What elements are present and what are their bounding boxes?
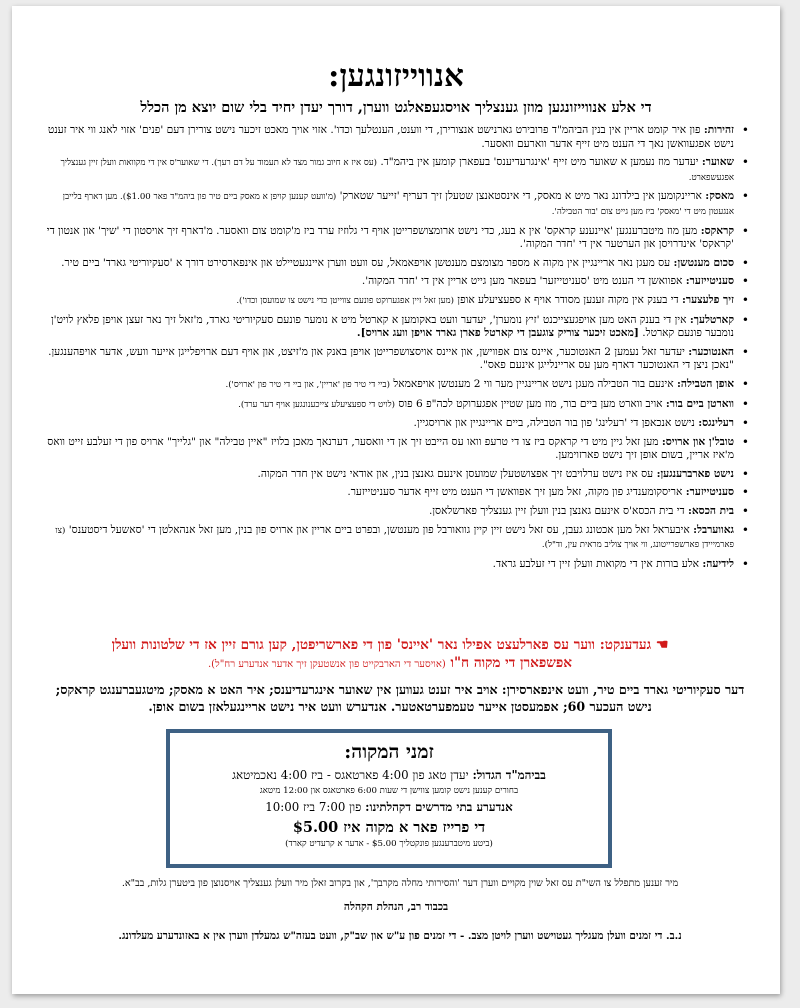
rule-item bbox=[38, 275, 750, 289]
rule-term: בית הכסא: bbox=[687, 505, 734, 518]
rule-text: אלע בורות אין די מקואות וועלן זיין די זעלבע גראד. bbox=[492, 557, 700, 570]
schedule-main-label: בביהמ"ד הגדול: bbox=[472, 768, 546, 782]
rule-term: נישט פארברענגען: bbox=[656, 467, 734, 480]
rule-text: אריינקומען אין בילדונג נאר מיט א מאסק, די אינסטאנצן שטעלן זיך דעריף 'זייער שטארק' bbox=[339, 190, 702, 203]
schedule-price: די פרייז פאר א מקוה איז $5.00 bbox=[292, 819, 486, 836]
rule-term: לידיעה: bbox=[702, 557, 734, 570]
rule-term: זהירות: bbox=[703, 124, 734, 136]
rule-term: האנטוכער: bbox=[688, 345, 734, 358]
notice-small-note: (אויסער די הארבקייט פון אנשטעקן זיך אדער אנדערע רח"ל). bbox=[207, 659, 446, 670]
prayer-note: מיר זענען מתפלל צו השי"ת עס זאל שוין מקויים ווערן דער 'והסירותי מחלה מקרבך', און בקרוב זאלן מיר וועלן גענצליך אויסנוצן פון ביטערן גלות, בב"א. bbox=[121, 878, 679, 889]
schedule-other-hours bbox=[170, 800, 608, 815]
rule-term: אופן הטבילה: bbox=[677, 377, 734, 390]
rule-text: מען זאל גיין מיט די קראקס ביז צו די טרעפ וואו עס הייבט זיך אן די וואסער, דערנאך מאכן בלויז "איין טבילה" און "גלייך" ארויס פון די זעלבע זייט וואס מ'איז אריין, בשום אופן זיך נישט פארזוימען. bbox=[47, 435, 734, 462]
page-subtitle: די אלע אנווייזונגען מוזן גענצליך אויסגעפאלגט ווערן, דורך יעדן יחיד בלי שום יוצא מן הכלל bbox=[140, 99, 652, 116]
ps-note: נ.ב. די זמנים וועלן מעגליך געטוישט ווערן לויטן מצב. - די זמנים פון ע"ש און שב"ק, וועט בעזה"ש גמעלדן ווערן אין א באזונדערע מעלדונג. bbox=[118, 930, 682, 942]
rule-term: קארטלעך: bbox=[689, 313, 734, 326]
rule-text: עס מעגן נאר אריינגיין אין מקוה א מספר מצומצם מענטשן אויפאמאל, עס וועט ווערן איינגעטיילט און אינפארסירט דורך א 'סעקיוריטי גארד' ביים טיר. bbox=[61, 256, 671, 269]
schedule-other-label: אנדערע בתי מדרשים דקהלתינו: bbox=[365, 800, 513, 814]
rule-item bbox=[38, 378, 750, 393]
schedule-box bbox=[166, 729, 612, 868]
rule-term: ווארטן ביים בור: bbox=[665, 397, 734, 410]
rule-text: אריסקומענדיג פון מקוה, זאל מען זיך אפוואשן די הענט מיט זייף אדער סעניטייזער. bbox=[347, 486, 683, 499]
pointing-hand-icon: ☚ bbox=[655, 637, 669, 653]
rule-small-note: (ביי די טיר פון 'אריין', און ביי די טיר פון 'ארויס'). bbox=[225, 379, 390, 390]
rules-list bbox=[38, 124, 750, 576]
rule-text: די בענק אין מקוה זענען מסודר אויף א ספעציעלע אופן bbox=[457, 293, 679, 306]
rule-bold-note: [מאכט זיכער צוריק צוגעבן די קארטל פארן גארד אויפן וועג ארויס]. bbox=[356, 327, 639, 340]
schedule-price-note: (ביטע מיטברענגען פונקטליך $5.00 - אדער א קרעדיט קארד) bbox=[285, 839, 493, 849]
rule-text: מען מוז מיטברענגען 'איינענע קראקס' אין א בעג, כדי נישט ארומצושפרייטן אויף די גלוזיז ערד ביז מ'קומט צום וואסער. מ'דארף זיך אויסטון די 'שיך' און אנטון די 'קראקס' אינדרויסן און הערטער אין די 'חדר המקוה'. bbox=[46, 224, 734, 251]
rule-item bbox=[38, 486, 750, 500]
schedule-title: זמני המקוה: bbox=[344, 741, 434, 763]
rule-small-note: (מ'וועט קענען קויפן א מאסק ביים טיר פון ביהמ"ד פאר $1.00). מען דארף בלייבן אנגעטון מיט די 'מאסק' ביז מען גייט צום 'בור הטבילה'. bbox=[62, 192, 734, 217]
warning-notice bbox=[55, 636, 725, 674]
schedule-main-text: יעדן טאג פון 4:00 פארטאגס - ביז 4:00 נאכמיטאג bbox=[232, 768, 469, 782]
rule-text: פון איר קומט אריין אין בנין הביהמ"ד פרובירט גארנישט אנצורירן, די ווענט, הענטלעך וכדו'. אזוי אויך מאכט זיכער נישט צורירן דעם 'פנים' אזוי לאנג ווי איר זענט נישט אפגעוואשן נאך די הענט מיט זייף אדער ווארעם וואסער. bbox=[47, 124, 734, 150]
document-page bbox=[12, 6, 780, 994]
rule-term: שאוער: bbox=[701, 156, 734, 169]
rule-text: איבעראל זאל מען אכטונג געבן, עס זאל נישט זיין קיין גוואורבל פון מענטשן, ובפרט ביים אריין און ארויס פון בנין, מען זאל אנהאלטן די 'סאשעל דיסטענס' bbox=[68, 523, 690, 536]
rule-term: מאסק: bbox=[705, 190, 734, 203]
rule-small-note: (לויט די ספעציעלע צייכענונגען אויף דער ערד). bbox=[238, 399, 395, 410]
rule-text: נישט אנכאפן די 'רעלינג' פון בור הטבילה, ביים אריינגיין און ארויסגיין. bbox=[413, 417, 695, 430]
rule-text: די בית הכסא'ס אינעם גאנצן בנין וועלן זיין גענצליך פארשלאסן. bbox=[428, 505, 685, 518]
rule-item bbox=[38, 257, 750, 271]
schedule-main-hours bbox=[170, 768, 608, 783]
rule-term: טובל'ן און ארויס: bbox=[661, 435, 734, 448]
rule-text: אפוואשן די הענט מיט 'סעניטייזער' בעפאר מען גייט אריין אין די 'חדר המקוה'. bbox=[361, 275, 683, 288]
security-guard-notice: דער סעקיוריטי גארד ביים טיר, וועט אינפארסירן: אויב איר זענט געווען אין שאוער אינגרעדיענס; איר האט א מאסק; מיטגעברענגט קראקס; נישט העכער 60; אפמעסטן אייער טעמפערטאטער. אנדערש וועט איר נישט אריינגעלאזן בשום אופן. bbox=[55, 682, 745, 714]
rule-text: אין די בענק האט מען אויפגעצייכנט 'זיץ נומערן', יעדער וועט באקומען א קארטל מיט א נומער פונעם סעקיוריטי גארד, מ'זאל זיך נאר זעצן אויפן פלאץ לויט'ן נומבער פונעם קארטל. bbox=[50, 313, 734, 340]
rule-item bbox=[38, 225, 750, 252]
rule-item bbox=[38, 190, 750, 219]
rule-term: סכום מענטשן: bbox=[673, 256, 734, 269]
signature: בכבוד רב, הנהלת הקהלה bbox=[343, 901, 449, 913]
rule-item bbox=[38, 468, 750, 482]
rule-item bbox=[38, 156, 750, 185]
rule-text: אויב ווארט מען ביים בור, מוז מען שטיין אפגערוקט לכה"פ 6 פוס bbox=[398, 397, 663, 410]
rule-small-note: (צו פארמייידן פארשפרייטונג, ווי אויך צוליב מראית עין, וד"ל). bbox=[55, 525, 734, 551]
schedule-bachurim-note: בחורים קענען נישט קומען צווישן די שעות 6:00 פארטאגס און 12:00 מיטאג bbox=[259, 786, 519, 796]
rule-term: קראקס: bbox=[700, 224, 734, 237]
rule-item bbox=[38, 398, 750, 413]
rule-small-note: (מען זאל זיין אפגערוקט פונעם צווייטן כדי נישט צו שמועסן וכדו'). bbox=[236, 295, 454, 306]
rule-item bbox=[38, 558, 750, 572]
rule-small-note: (עס איז א חיוב גמור מצד לא תעמוד על דם רעך). די שאוער'ס אין די מקוואות וועלן זיין גענצליך אפגעשפארט. bbox=[60, 158, 734, 183]
notice-line-1: געדענקט: ווער עס פארלעצט אפילו נאר 'איינס' פון די פארשריפטן, קען גורם זיין אז די שלטונות וועלן bbox=[111, 637, 652, 653]
rule-item bbox=[38, 436, 750, 463]
rule-item bbox=[38, 294, 750, 309]
schedule-other-text: פון 7:00 ביז 10:00 bbox=[265, 800, 362, 814]
rule-item bbox=[38, 524, 750, 553]
rule-text: אינעם בור הטבילה מעגן נישט אריינגיין מער ווי 2 מענטשן אויפאמאל bbox=[393, 377, 674, 390]
rule-term: רעלינגס: bbox=[698, 417, 734, 430]
rule-term: סעניטייזער: bbox=[685, 275, 734, 288]
rule-text: עס איז נישט ערלויבט זיך אפצושטעלן שמועסן אינעם גאנצן בנין, און אודאי נישט אין חדר המקוה. bbox=[257, 467, 654, 480]
rule-item bbox=[38, 124, 750, 151]
rule-term: סעניטייזער: bbox=[685, 486, 734, 499]
rule-text: יעדער מוז נעמען א שאוער מיט זייף 'אינגרעדיענס' בעפארן קומען אין ביהמ"ד. bbox=[380, 156, 699, 169]
rule-item bbox=[38, 417, 750, 431]
rule-text: יעדער זאל נעמען 2 האנטוכער, איינס צום אפווישן, און איינס אויסצושפרייטן אויפן באנק און מ'זיצט, און אויף דעם ארויפלייגן אייער וועש, אדער אויפהענגען. "נאכן ניצן די האנטוכער דארף מען עס אריינלייגן אינעם פאס". bbox=[48, 345, 734, 372]
notice-line-2: אפשפארן די מקוה ח"ו bbox=[450, 655, 573, 671]
page-title: אנווייזונגען: bbox=[328, 58, 464, 94]
rule-item bbox=[38, 346, 750, 373]
rule-item bbox=[38, 314, 750, 341]
rule-term: גאווערבל: bbox=[693, 523, 734, 536]
rule-term: זיך פלעצער: bbox=[682, 293, 734, 306]
rule-item bbox=[38, 505, 750, 519]
